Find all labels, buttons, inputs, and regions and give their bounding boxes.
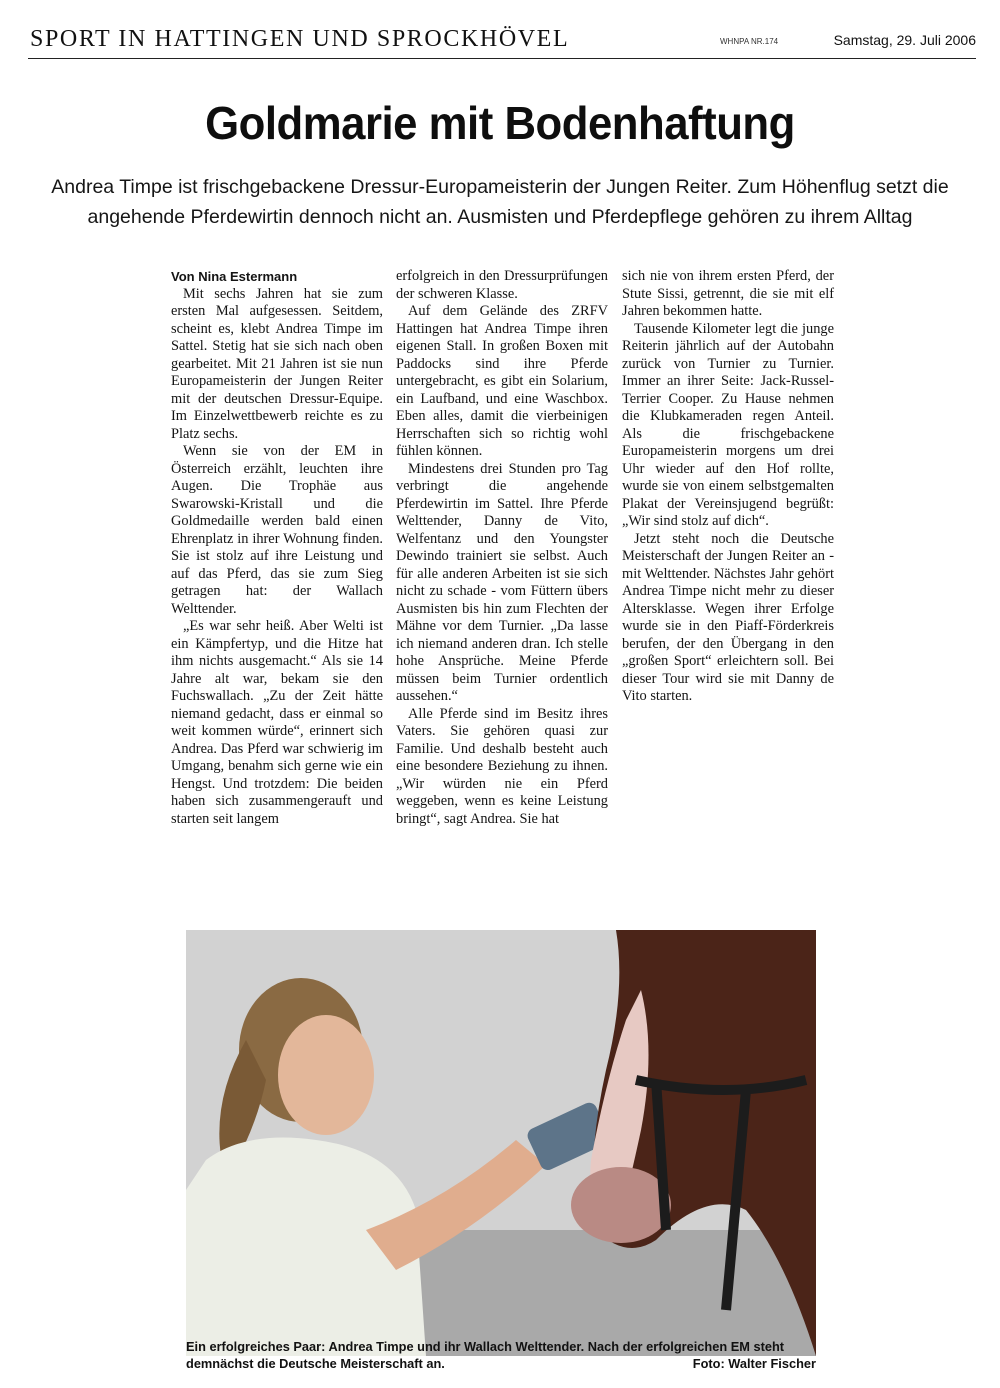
paragraph: Mit sechs Jahren hat sie zum ersten Mal aufgesessen. Seitdem, scheint es, klebt Andrea Timpe im Sattel. Stetig hat sie sich nach oben gearbeitet. Mit 21 Jahren ist sie nun Europameisterin der Jungen Reiter mit der deutschen Dressur-Equipe. Im Einzelwettbewerb reichte es zu Platz sechs. [171,285,383,442]
masthead [28,24,976,59]
paragraph: Wenn sie von der EM in Österreich erzählt, leuchten ihre Augen. Die Trophäe aus Swarowski-Kristall und die Goldmedaille werden bald einen Ehrenplatz in ihrer Wohnung finden. Sie ist stolz auf ihre Leistung und auf das Pferd, das sie zum Sieg getragen hat: der Wallach Welttender. [171,443,383,617]
paragraph: sich nie von ihrem ersten Pferd, der Stute Sissi, getrennt, die sie mit elf Jahren bekommen hatte. [622,268,834,319]
paragraph: Mindestens drei Stunden pro Tag verbringt die angehende Pferdewirtin im Sattel. Ihre Pferde Welttender, Danny de Vito, Welfentanz und den Youngster Dewindo trainiert sie selbst. Auch für alle anderen Arbeiten ist sie sich nicht zu schade - vom Füttern übers Ausmisten bis hin zum Flechten der Mähne vor dem Turnier. „Da lasse ich niemand anderen dran. Ich stelle hohe Ansprüche. Meine Pferde müssen beim Turnier ordentlich aussehen.“ [396,460,608,704]
subheadline: Andrea Timpe ist frischgebackene Dressur-Europameisterin der Jungen Reiter. Zum Höhenflug setzt die angehende Pferdewirtin dennoch nicht an. Ausmisten und Pferdepflege gehören zu ihrem Alltag [51,176,949,228]
reference-number: WHNPA NR.174 [720,37,779,46]
article-column-1 [171,268,383,828]
paragraph: Auf dem Gelände des ZRFV Hattingen hat Andrea Timpe ihren eigenen Stall. In großen Boxen mit Paddocks sind ihre Pferde untergebracht, es gibt ein Solarium, ein Laufband, und eine Waschbox. Eben alles, damit die vierbeinigen Herrschaften sich so richtig wohl fühlen können. [396,303,608,459]
photo [186,930,816,1356]
paragraph: „Es war sehr heiß. Aber Welti ist ein Kämpfertyp, und die Hitze hat ihm nichts ausgemacht.“ Als sie 14 Jahre alt war, bekam sie den Fuchswallach. „Zu der Zeit hätte niemand gedacht, dass er einmal so weit kommen würde“, erinnert sich Andrea. Das Pferd war schwierig im Umgang, benahm sich gerne wie ein Hengst. Und trotzdem: Die beiden haben sich zusammengerauft und starten seit langem [171,618,383,827]
paragraph: erfolgreich in den Dressurprüfungen der schweren Klasse. [396,268,608,302]
caption-text: Ein erfolgreiches Paar: Andrea Timpe und ihr Wallach Welttender. Nach der erfolgreichen EM steht demnächst die Deutsche Meisterschaft an. [186,1339,785,1371]
section-title: SPORT IN HATTINGEN UND SPROCKHÖVEL [30,26,570,52]
article-column-2 [396,268,608,828]
issue-date: Samstag, 29. Juli 2006 [833,32,976,48]
paragraph: Alle Pferde sind im Besitz ihres Vaters. Sie gehören quasi zur Familie. Und deshalb besteht auch eine besondere Beziehung zu ihnen. „Wir würden nie ein Pferd weggeben, wenn es keine Leistung bringt“, sagt Andrea. Sie hat [396,705,608,827]
photo-illustration [186,930,816,1356]
woman-face [278,1015,374,1135]
headline: Goldmarie mit Bodenhaftung [205,97,795,149]
photo-credit: Foto: Walter Fischer [692,1356,816,1371]
horse-muzzle [571,1167,671,1243]
paragraph: Jetzt steht noch die Deutsche Meisterschaft der Jungen Reiter an - mit Welttender. Nächstes Jahr gehört Andrea Timpe nicht mehr zu dieser Altersklasse. Wegen ihrer Erfolge wurde sie in den Piaff-Förderkreis berufen, der den Übergang in den „großen Sport“ erleichtern soll. Bei dieser Tour wird sie mit Danny de Vito starten. [622,530,834,704]
paragraph: Tausende Kilometer legt die junge Reiterin jährlich auf der Autobahn zurück von Turnier zu Turnier. Immer an ihrer Seite: Jack-Russel-Terrier Cooper. Zu Hause nehmen die Klubkameraden regen Anteil. Als die frischgebackene Europameisterin morgens um drei Uhr wieder auf den Hof rollte, wurde sie von einem selbstgemalten Plakat der Vereinsjugend begrüßt: „Wir sind stolz auf dich“. [622,320,834,529]
byline: Von Nina Estermann [171,269,298,284]
photo-caption [186,1338,816,1372]
article-column-3 [622,268,834,706]
